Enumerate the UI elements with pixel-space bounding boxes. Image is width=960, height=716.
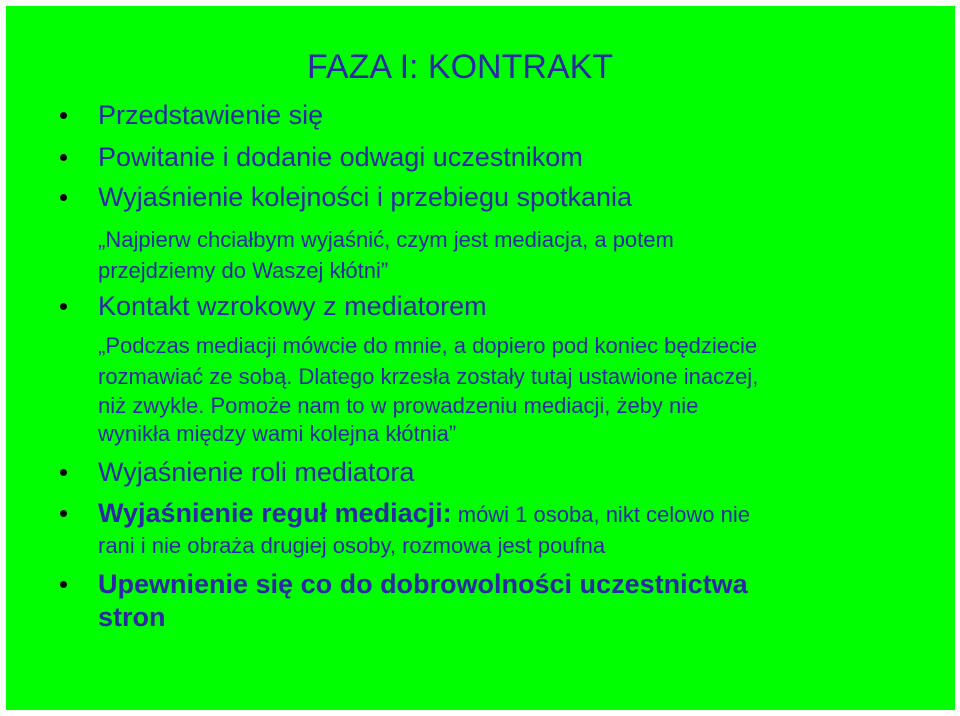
sub-text-line: rani i nie obraża drugiej osoby, rozmowa jest poufna	[98, 533, 606, 558]
list-item-text: Wyjaśnienie roli mediatora	[98, 457, 415, 487]
slide-title: FAZA I: KONTRAKT	[307, 48, 614, 86]
sub-text-line: przejdziemy do Waszej kłótni”	[98, 258, 389, 283]
list-item-text: Kontakt wzrokowy z mediatorem	[98, 291, 487, 321]
list-item-detail: mówi 1 osoba, nikt celowo nie	[451, 502, 750, 527]
sub-text-line: „Podczas mediacji mówcie do mnie, a dopiero pod koniec będziecie	[98, 333, 758, 358]
slide	[6, 6, 955, 710]
list-item-text: Upewnienie się co do dobrowolności uczestnictwa	[98, 569, 748, 599]
list-item-label: Wyjaśnienie reguł mediacji:	[98, 498, 452, 528]
sub-text-line: stron	[98, 602, 166, 632]
bullet-icon	[58, 301, 70, 313]
list-item-text	[98, 496, 750, 532]
list-item-text: Powitanie i dodanie odwagi uczestnikom	[98, 142, 583, 172]
sub-text-line: „Najpierw chciałbym wyjaśnić, czym jest mediacja, a potem	[98, 227, 674, 252]
sub-text-line: rozmawiać ze sobą. Dlatego krzesła zostały tutaj ustawione inaczej,	[98, 364, 759, 389]
bullet-icon	[58, 467, 70, 479]
bullet-icon	[58, 579, 70, 591]
bullet-icon	[58, 152, 70, 164]
list-item-text: Przedstawienie się	[98, 100, 324, 130]
bullet-icon	[58, 110, 70, 122]
list-item-text: Wyjaśnienie kolejności i przebiegu spotkania	[98, 182, 633, 212]
bullet-icon	[58, 192, 70, 204]
sub-text-line: wynikła między wami kolejna kłótnia”	[98, 421, 457, 446]
sub-text-line: niż zwykle. Pomoże nam to w prowadzeniu mediacji, żeby nie	[98, 393, 699, 418]
bullet-icon	[58, 508, 70, 520]
